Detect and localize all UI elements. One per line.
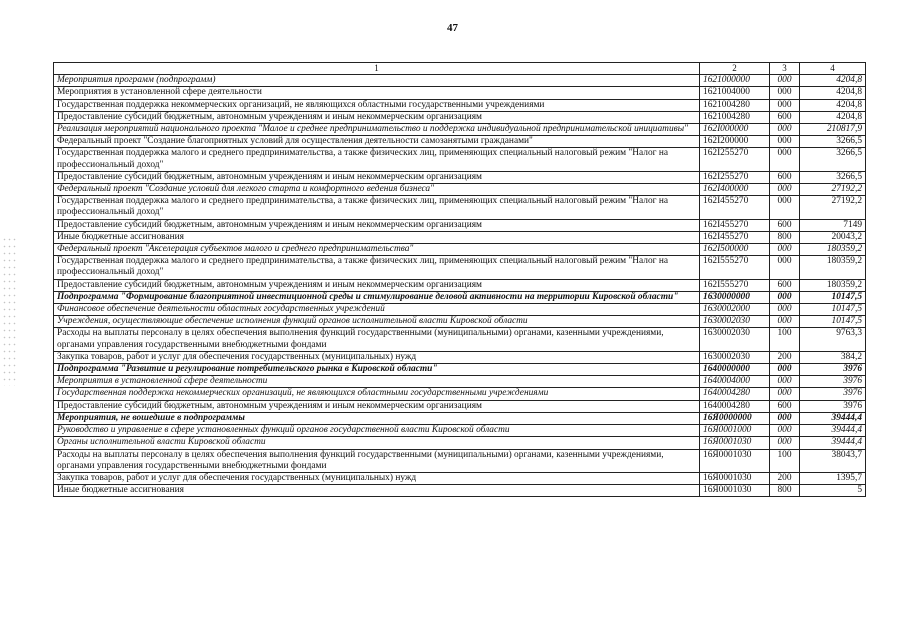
table-row [54, 388, 866, 400]
table-row [54, 279, 866, 291]
row-code-cell: 1630002030 [700, 328, 770, 351]
row-sum-cell: 4204,8 [800, 87, 866, 99]
row-name-cell: Государственная поддержка малого и среднего предпринимательства, а также физических лиц, применяющих специальный налоговый режим "Налог на профессиональный доход" [54, 148, 700, 171]
row-kind-cell: 000 [770, 136, 800, 148]
row-sum-cell: 10147,5 [800, 291, 866, 303]
row-name-cell: Мероприятия, не вошедшие в подпрограммы [54, 412, 700, 424]
row-name-cell: Государственная поддержка некоммерческих организаций, не являющихся областными государственными учреждениями [54, 99, 700, 111]
table-row [54, 75, 866, 87]
table-row [54, 87, 866, 99]
row-code-cell: 16Я0001030 [700, 472, 770, 484]
table-row [54, 244, 866, 256]
row-code-cell: 16Я0001030 [700, 485, 770, 497]
row-name-cell: Закупка товаров, работ и услуг для обеспечения государственных (муниципальных) нужд [54, 472, 700, 484]
row-code-cell: 162I400000 [700, 184, 770, 196]
header-row [54, 63, 866, 75]
row-kind-cell: 800 [770, 231, 800, 243]
row-code-cell: 1640000000 [700, 364, 770, 376]
row-kind-cell: 000 [770, 184, 800, 196]
row-kind-cell: 000 [770, 412, 800, 424]
table-row [54, 291, 866, 303]
row-sum-cell: 27192,2 [800, 196, 866, 219]
row-name-cell: Предоставление субсидий бюджетным, автономным учреждениям и иным некоммерческим организациям [54, 400, 700, 412]
row-name-cell: Федеральный проект "Создание условий для легкого старта и комфортного ведения бизнеса" [54, 184, 700, 196]
row-sum-cell: 3266,5 [800, 171, 866, 183]
row-kind-cell: 000 [770, 437, 800, 449]
row-code-cell: 162I455270 [700, 219, 770, 231]
row-code-cell: 16Я0001030 [700, 449, 770, 472]
row-sum-cell: 210817,9 [800, 124, 866, 136]
row-kind-cell: 600 [770, 279, 800, 291]
row-code-cell: 162I455270 [700, 231, 770, 243]
row-sum-cell: 10147,5 [800, 304, 866, 316]
row-kind-cell: 000 [770, 196, 800, 219]
row-name-cell: Учреждения, осуществляющие обеспечение исполнения функций органов исполнительной власти Кировской области [54, 316, 700, 328]
row-code-cell: 16Я0001000 [700, 425, 770, 437]
table-row [54, 304, 866, 316]
table-row [54, 196, 866, 219]
row-name-cell: Органы исполнительной власти Кировской области [54, 437, 700, 449]
row-kind-cell: 600 [770, 171, 800, 183]
row-sum-cell: 1395,7 [800, 472, 866, 484]
row-kind-cell: 000 [770, 148, 800, 171]
row-code-cell: 162I500000 [700, 244, 770, 256]
row-sum-cell: 3266,5 [800, 136, 866, 148]
row-name-cell: Иные бюджетные ассигнования [54, 485, 700, 497]
table-row [54, 472, 866, 484]
row-name-cell: Мероприятия программ (подпрограмм) [54, 75, 700, 87]
row-code-cell: 1640004280 [700, 400, 770, 412]
row-code-cell: 1621004280 [700, 99, 770, 111]
row-sum-cell: 4204,8 [800, 75, 866, 87]
table-row [54, 231, 866, 243]
table-row [54, 148, 866, 171]
row-kind-cell: 000 [770, 75, 800, 87]
row-sum-cell: 4204,8 [800, 99, 866, 111]
row-code-cell: 1630002030 [700, 316, 770, 328]
row-name-cell: Государственная поддержка малого и среднего предпринимательства, а также физических лиц, применяющих специальный налоговый режим "Налог на профессиональный доход" [54, 196, 700, 219]
row-sum-cell: 3976 [800, 364, 866, 376]
row-name-cell: Предоставление субсидий бюджетным, автономным учреждениям и иным некоммерческим организациям [54, 279, 700, 291]
row-sum-cell: 27192,2 [800, 184, 866, 196]
row-sum-cell: 20043,2 [800, 231, 866, 243]
row-name-cell: Финансовое обеспечение деятельности областных государственных учреждений [54, 304, 700, 316]
row-kind-cell: 000 [770, 376, 800, 388]
row-name-cell: Федеральный проект "Создание благоприятных условий для осуществления деятельности самозанятыми гражданами" [54, 136, 700, 148]
row-name-cell: Предоставление субсидий бюджетным, автономным учреждениям и иным некоммерческим организациям [54, 219, 700, 231]
row-name-cell: Реализация мероприятий национального проекта "Малое и среднее предпринимательство и поддержка индивидуальной предпринимательской инициативы" [54, 124, 700, 136]
row-kind-cell: 000 [770, 256, 800, 279]
row-kind-cell: 000 [770, 316, 800, 328]
table-row [54, 256, 866, 279]
row-name-cell: Расходы на выплаты персоналу в целях обеспечения выполнения функций государственными (муниципальными) органами, казенными учреждениями, органами управления государственными внебюджетными фондами [54, 449, 700, 472]
row-sum-cell: 39444,4 [800, 437, 866, 449]
row-kind-cell: 100 [770, 449, 800, 472]
table-row [54, 124, 866, 136]
row-code-cell: 16Я0001030 [700, 437, 770, 449]
row-name-cell: Мероприятия в установленной сфере деятельности [54, 87, 700, 99]
table-row [54, 449, 866, 472]
table-row [54, 364, 866, 376]
row-sum-cell: 9763,3 [800, 328, 866, 351]
row-name-cell: Государственная поддержка некоммерческих организаций, не являющихся областными государственными учреждениями [54, 388, 700, 400]
table-row [54, 99, 866, 111]
row-code-cell: 1621004280 [700, 111, 770, 123]
table-row [54, 412, 866, 424]
row-sum-cell: 3976 [800, 400, 866, 412]
table-row [54, 400, 866, 412]
row-kind-cell: 000 [770, 425, 800, 437]
row-sum-cell: 39444,4 [800, 412, 866, 424]
table-row [54, 351, 866, 363]
table-row [54, 425, 866, 437]
row-code-cell: 16Я0000000 [700, 412, 770, 424]
header-col-2: 2 [700, 63, 770, 75]
header-col-3: 3 [770, 63, 800, 75]
header-col-1: 1 [54, 63, 700, 75]
row-sum-cell: 7149 [800, 219, 866, 231]
row-code-cell: 162I200000 [700, 136, 770, 148]
table-row [54, 328, 866, 351]
header-col-4: 4 [800, 63, 866, 75]
row-sum-cell: 5 [800, 485, 866, 497]
row-kind-cell: 800 [770, 485, 800, 497]
row-kind-cell: 000 [770, 99, 800, 111]
row-sum-cell: 3976 [800, 388, 866, 400]
row-kind-cell: 000 [770, 87, 800, 99]
row-code-cell: 162I255270 [700, 148, 770, 171]
row-kind-cell: 600 [770, 111, 800, 123]
row-sum-cell: 180359,2 [800, 244, 866, 256]
row-code-cell: 1640004280 [700, 388, 770, 400]
row-code-cell: 1621000000 [700, 75, 770, 87]
budget-table [53, 62, 866, 497]
row-sum-cell: 384,2 [800, 351, 866, 363]
row-sum-cell: 39444,4 [800, 425, 866, 437]
row-name-cell: Предоставление субсидий бюджетным, автономным учреждениям и иным некоммерческим организациям [54, 111, 700, 123]
row-kind-cell: 000 [770, 388, 800, 400]
row-sum-cell: 180359,2 [800, 256, 866, 279]
row-kind-cell: 100 [770, 328, 800, 351]
row-sum-cell: 4204,8 [800, 111, 866, 123]
row-name-cell: Федеральный проект "Акселерация субъектов малого и среднего предпринимательства" [54, 244, 700, 256]
row-code-cell: 162I555270 [700, 279, 770, 291]
row-kind-cell: 200 [770, 351, 800, 363]
row-name-cell: Расходы на выплаты персоналу в целях обеспечения выполнения функций государственными (муниципальными) органами, казенными учреждениями, органами управления государственными внебюджетными фондами [54, 328, 700, 351]
row-name-cell: Мероприятия в установленной сфере деятельности [54, 376, 700, 388]
row-kind-cell: 200 [770, 472, 800, 484]
row-sum-cell: 180359,2 [800, 279, 866, 291]
row-code-cell: 1630002000 [700, 304, 770, 316]
table-row [54, 485, 866, 497]
table-row [54, 376, 866, 388]
row-code-cell: 1630000000 [700, 291, 770, 303]
row-name-cell: Руководство и управление в сфере установленных функций органов государственной власти Кировской области [54, 425, 700, 437]
table-row [54, 219, 866, 231]
page-number: 47 [447, 22, 458, 34]
row-sum-cell: 10147,5 [800, 316, 866, 328]
row-sum-cell: 3976 [800, 376, 866, 388]
row-kind-cell: 000 [770, 304, 800, 316]
row-name-cell: Иные бюджетные ассигнования [54, 231, 700, 243]
row-kind-cell: 600 [770, 400, 800, 412]
row-kind-cell: 000 [770, 364, 800, 376]
table-row [54, 316, 866, 328]
row-name-cell: Подпрограмма "Развитие и регулирование потребительского рынка в Кировской области" [54, 364, 700, 376]
row-code-cell: 162I555270 [700, 256, 770, 279]
row-name-cell: Государственная поддержка малого и среднего предпринимательства, а также физических лиц, применяющих специальный налоговый режим "Налог на профессиональный доход" [54, 256, 700, 279]
row-code-cell: 162I455270 [700, 196, 770, 219]
row-name-cell: Закупка товаров, работ и услуг для обеспечения государственных (муниципальных) нужд [54, 351, 700, 363]
row-code-cell: 1640004000 [700, 376, 770, 388]
scan-noise [2, 236, 16, 386]
row-kind-cell: 000 [770, 124, 800, 136]
row-name-cell: Подпрограмма "Формирование благоприятной инвестиционной среды и стимулирование деловой активности на территории Кировской области" [54, 291, 700, 303]
table-row [54, 437, 866, 449]
row-code-cell: 162I255270 [700, 171, 770, 183]
row-code-cell: 1621004000 [700, 87, 770, 99]
row-code-cell: 162I000000 [700, 124, 770, 136]
table-row [54, 111, 866, 123]
row-kind-cell: 000 [770, 291, 800, 303]
table-row [54, 184, 866, 196]
row-code-cell: 1630002030 [700, 351, 770, 363]
row-kind-cell: 000 [770, 244, 800, 256]
table-row [54, 171, 866, 183]
row-sum-cell: 38043,7 [800, 449, 866, 472]
row-sum-cell: 3266,5 [800, 148, 866, 171]
row-name-cell: Предоставление субсидий бюджетным, автономным учреждениям и иным некоммерческим организациям [54, 171, 700, 183]
row-kind-cell: 600 [770, 219, 800, 231]
table-row [54, 136, 866, 148]
